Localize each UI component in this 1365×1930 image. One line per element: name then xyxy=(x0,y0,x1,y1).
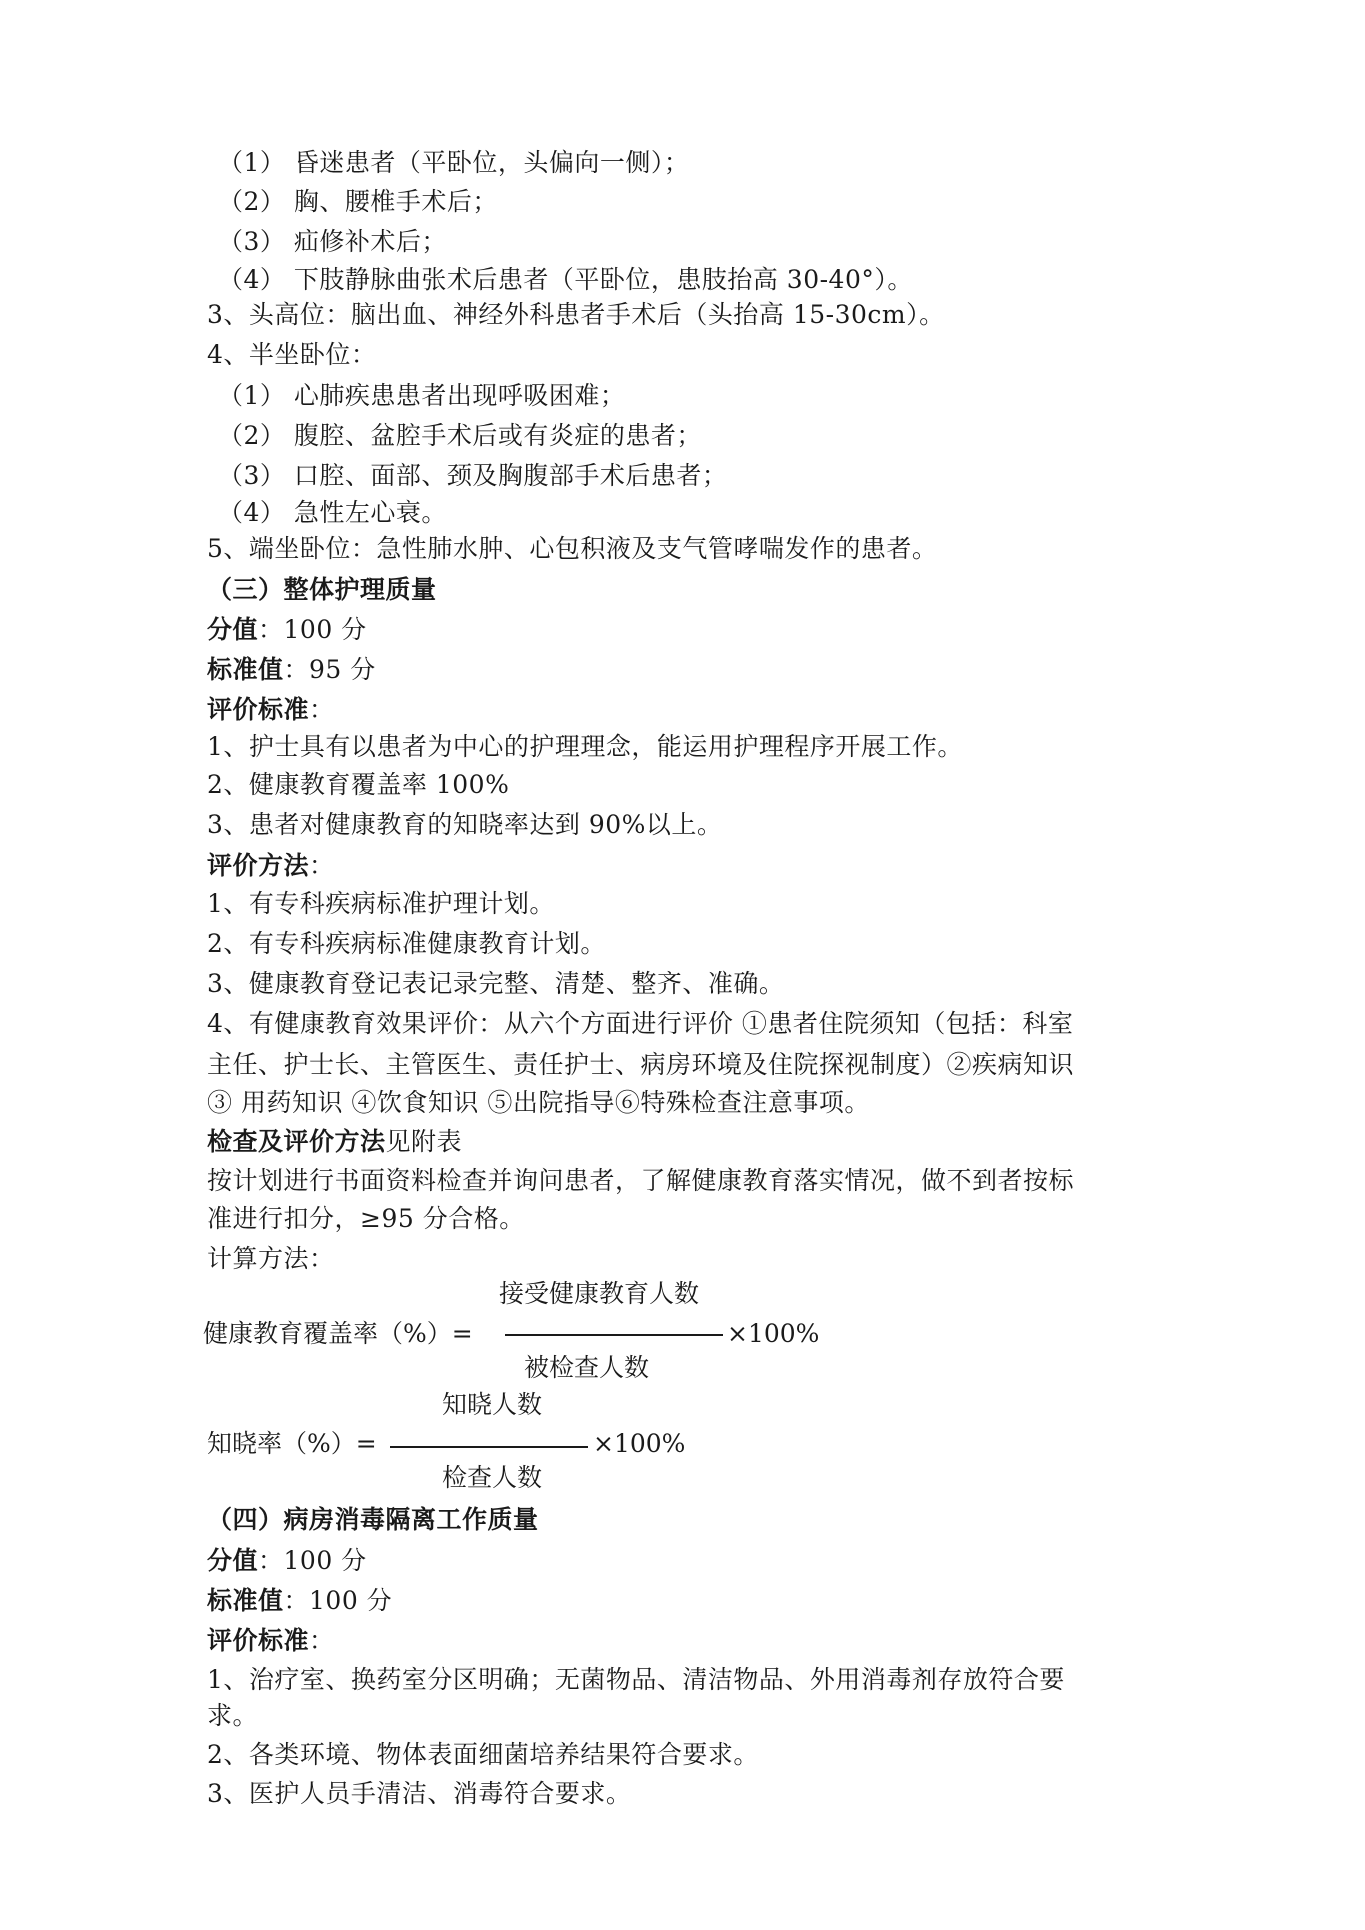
standard-value-line xyxy=(207,654,376,686)
list-item: （3） 口腔、面部、颈及胸腹部手术后患者； xyxy=(218,461,728,490)
list-item: 1、治疗室、换药室分区明确；无菌物品、清洁物品、外用消毒剂存放符合要 xyxy=(207,1665,1065,1694)
standard-value-line xyxy=(207,1585,392,1617)
field-label: 评价方法 xyxy=(207,851,310,880)
criteria-heading xyxy=(207,694,335,726)
paragraph-line: 按计划进行书面资料检查并询问患者，了解健康教育落实情况，做不到者按标 xyxy=(207,1166,1075,1195)
list-item: 3、患者对健康教育的知晓率达到 90%以上。 xyxy=(207,810,723,839)
list-item: （4） 急性左心衰。 xyxy=(218,498,447,527)
field-value: ： xyxy=(309,1626,335,1655)
list-item: 2、有专科疾病标准健康教育计划。 xyxy=(207,929,606,958)
section-heading: （三）整体护理质量 xyxy=(207,575,437,604)
list-item: 3、健康教育登记表记录完整、清楚、整齐、准确。 xyxy=(207,969,785,998)
fraction-bar xyxy=(390,1446,588,1448)
field-label: 标准值 xyxy=(207,1586,284,1615)
field-label: 评价标准 xyxy=(207,695,310,724)
list-item: 1、有专科疾病标准护理计划。 xyxy=(207,889,555,918)
field-value: ：100 分 xyxy=(258,1546,367,1575)
list-item: （4） 下肢静脉曲张术后患者（平卧位，患肢抬高 30-40°）。 xyxy=(218,265,913,294)
field-value: ：100 分 xyxy=(283,1586,393,1615)
formula-numerator: 接受健康教育人数 xyxy=(499,1279,700,1308)
formula-multiplier: ×100% xyxy=(727,1319,820,1348)
list-item: 4、半坐卧位： xyxy=(207,340,377,369)
list-item: 2、各类环境、物体表面细菌培养结果符合要求。 xyxy=(207,1740,759,1769)
score-line xyxy=(207,1545,367,1577)
field-label: 分值 xyxy=(207,615,259,644)
field-value: ：100 分 xyxy=(258,615,367,644)
list-item: 1、护士具有以患者为中心的护理理念，能运用护理程序开展工作。 xyxy=(207,732,963,761)
list-item: （1） 昏迷患者（平卧位，头偏向一侧）； xyxy=(218,148,690,177)
method-heading xyxy=(207,850,335,882)
field-value: 见附表 xyxy=(385,1127,463,1156)
field-value: ： xyxy=(309,851,335,880)
list-item: 3、头高位：脑出血、神经外科患者手术后（头抬高 15-30cm）。 xyxy=(207,300,945,329)
section-heading: （四）病房消毒隔离工作质量 xyxy=(207,1505,539,1534)
list-item: 求。 xyxy=(207,1701,259,1730)
paragraph-line: 计算方法： xyxy=(207,1244,335,1273)
list-item: （1） 心肺疾患患者出现呼吸困难； xyxy=(218,381,626,410)
formula-lhs: 健康教育覆盖率（%）= xyxy=(203,1319,473,1348)
field-label: 评价标准 xyxy=(207,1626,310,1655)
list-item: 5、端坐卧位：急性肺水肿、心包积液及支气管哮喘发作的患者。 xyxy=(207,534,938,563)
criteria-heading xyxy=(207,1625,335,1657)
paragraph-line: 准进行扣分，≥95 分合格。 xyxy=(207,1204,525,1233)
check-method-line xyxy=(207,1126,462,1158)
list-item: （2） 腹腔、盆腔手术后或有炎症的患者； xyxy=(218,421,702,450)
fraction-bar xyxy=(505,1334,723,1336)
list-item: 4、有健康教育效果评价：从六个方面进行评价 ①患者住院须知（包括：科室 xyxy=(207,1009,1074,1038)
field-value: ： xyxy=(309,695,335,724)
formula-denominator: 被检查人数 xyxy=(524,1353,650,1382)
list-item: （2） 胸、腰椎手术后； xyxy=(218,187,498,216)
field-label: 标准值 xyxy=(207,655,284,684)
list-item: 主任、护士长、主管医生、责任护士、病房环境及住院探视制度）②疾病知识 xyxy=(207,1050,1075,1079)
list-item: 2、健康教育覆盖率 100% xyxy=(207,770,510,799)
list-item: 3、医护人员手清洁、消毒符合要求。 xyxy=(207,1779,632,1808)
formula-multiplier: ×100% xyxy=(593,1429,686,1458)
list-item: ③ 用药知识 ④饮食知识 ⑤出院指导⑥特殊检查注意事项。 xyxy=(207,1088,870,1117)
field-label: 分值 xyxy=(207,1546,259,1575)
field-value: ：95 分 xyxy=(283,655,376,684)
field-label: 检查及评价方法 xyxy=(207,1127,386,1156)
formula-lhs: 知晓率（%）= xyxy=(207,1429,377,1458)
formula-denominator: 检查人数 xyxy=(442,1463,543,1492)
list-item: （3） 疝修补术后； xyxy=(218,227,447,256)
formula-numerator: 知晓人数 xyxy=(442,1390,543,1419)
score-line xyxy=(207,614,367,646)
